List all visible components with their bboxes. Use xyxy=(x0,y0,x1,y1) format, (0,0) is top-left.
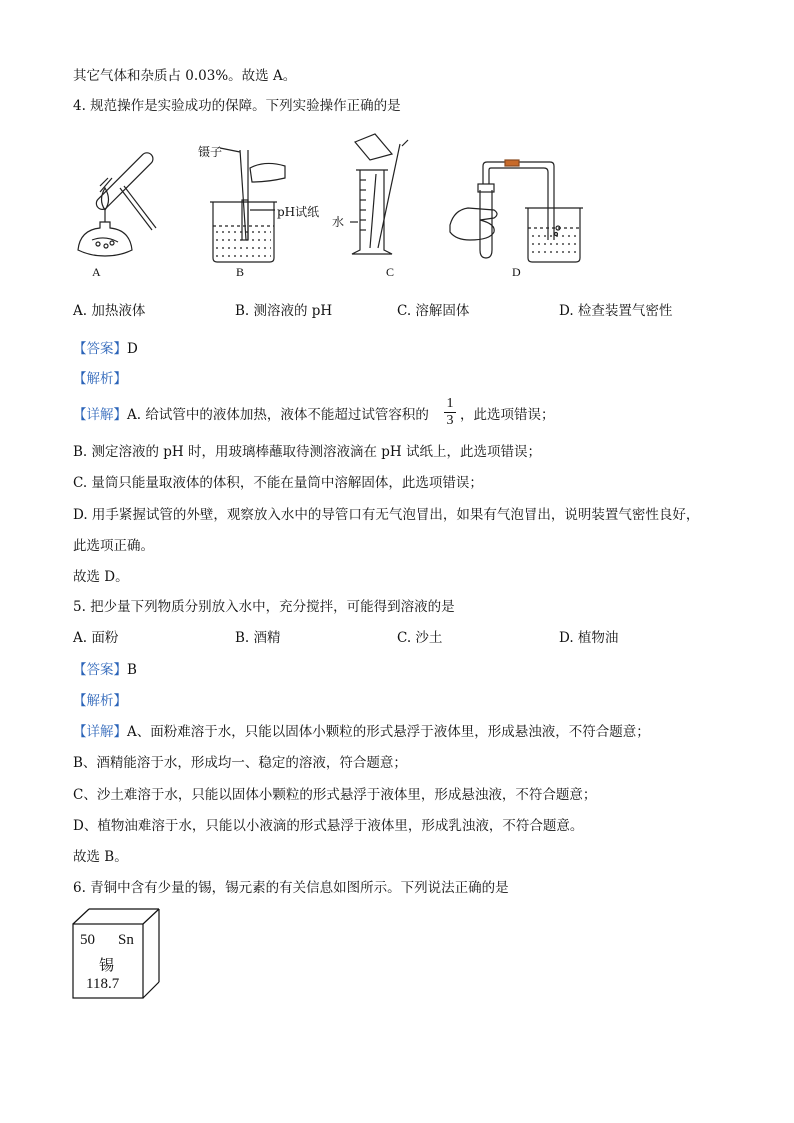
element-cell-tin xyxy=(72,908,164,1000)
line-prev-conclusion: 其它气体和杂质占 0.03%。故选 A。 xyxy=(73,68,297,84)
q4-detail-b: B. 测定溶液的 pH 时，用玻璃棒蘸取待测溶液滴在 pH 试纸上，此选项错误； xyxy=(73,444,541,460)
figure-a-alcohol-lamp xyxy=(78,150,156,256)
q5-option-b: B. 酒精 xyxy=(235,630,281,646)
figure-d-airtight xyxy=(450,160,583,262)
q5-detail-d: D、植物油难溶于水，只能以小液滴的形式悬浮于液体里，形成乳浊液，不符合题意。 xyxy=(73,818,584,834)
q5-option-c: C. 沙土 xyxy=(397,630,443,646)
q5-detail-c: C、沙土难溶于水，只能以固体小颗粒的形式悬浮于液体里，形成悬浊液，不符合题意； xyxy=(73,787,597,803)
figure-b-beaker-ph xyxy=(210,148,285,262)
figure-label-a: A xyxy=(92,265,101,279)
q5-option-d: D. 植物油 xyxy=(559,630,619,646)
q4-option-a: A. 加热液体 xyxy=(73,303,146,319)
element-name: 锡 xyxy=(99,956,115,974)
q4-option-b: B. 测溶液的 pH xyxy=(235,303,333,319)
q4-detail-c: C. 量筒只能量取液体的体积，不能在量筒中溶解固体，此选项错误； xyxy=(73,475,483,491)
figure-label-b: B xyxy=(236,265,245,279)
element-atomic-mass: 118.7 xyxy=(86,976,120,992)
figure-label-c: C xyxy=(386,265,395,279)
q4-detail-d1: D. 用手紧握试管的外壁，观察放入水中的导管口有无气泡冒出，如果有气泡冒出，说明装置气密性良好， xyxy=(73,507,700,523)
question-5: 5. 把少量下列物质分别放入水中，充分搅拌，可能得到溶液的是 xyxy=(73,599,455,615)
q5-option-a: A. 面粉 xyxy=(73,630,119,646)
q5-detail-a: 【详解】A、面粉难溶于水，只能以固体小颗粒的形式悬浮于液体里，形成悬浊液，不符合题意； xyxy=(73,724,650,740)
q4-detail-a-end: ，此选项错误； xyxy=(460,407,555,423)
q5-answer: 【答案】B xyxy=(73,662,137,678)
q4-analysis-tag: 【解析】 xyxy=(73,371,127,387)
q5-analysis-tag: 【解析】 xyxy=(73,693,127,709)
figure-label-d: D xyxy=(512,265,521,279)
q5-detail-b: B、酒精能溶于水，形成均一、稳定的溶液，符合题意； xyxy=(73,755,407,771)
q4-answer: 【答案】D xyxy=(73,341,138,357)
q5-conclusion: 故选 B。 xyxy=(73,849,128,865)
question-6: 6. 青铜中含有少量的锡，锡元素的有关信息如图所示。下列说法正确的是 xyxy=(73,880,509,896)
q4-detail-a: 【详解】A. 给试管中的液体加热，液体不能超过试管容积的 xyxy=(73,407,429,423)
element-atomic-number: 50 xyxy=(80,932,95,948)
q4-option-c: C. 溶解固体 xyxy=(397,303,470,319)
q4-option-d: D. 检查装置气密性 xyxy=(559,303,673,319)
q4-detail-d2: 此选项正确。 xyxy=(73,538,154,554)
element-symbol: Sn xyxy=(118,932,134,948)
label-ph-paper: pH试纸 xyxy=(277,205,320,219)
q4-conclusion: 故选 D。 xyxy=(73,569,129,585)
question-4: 4. 规范操作是实验成功的保障。下列实验操作正确的是 xyxy=(73,98,401,114)
label-tweezers: 镊子 xyxy=(198,145,223,159)
label-water: 水 xyxy=(332,215,345,229)
figure-c-cylinder xyxy=(350,134,408,254)
q4-figure xyxy=(70,130,630,290)
fraction-one-third: 1 3 xyxy=(444,396,456,429)
